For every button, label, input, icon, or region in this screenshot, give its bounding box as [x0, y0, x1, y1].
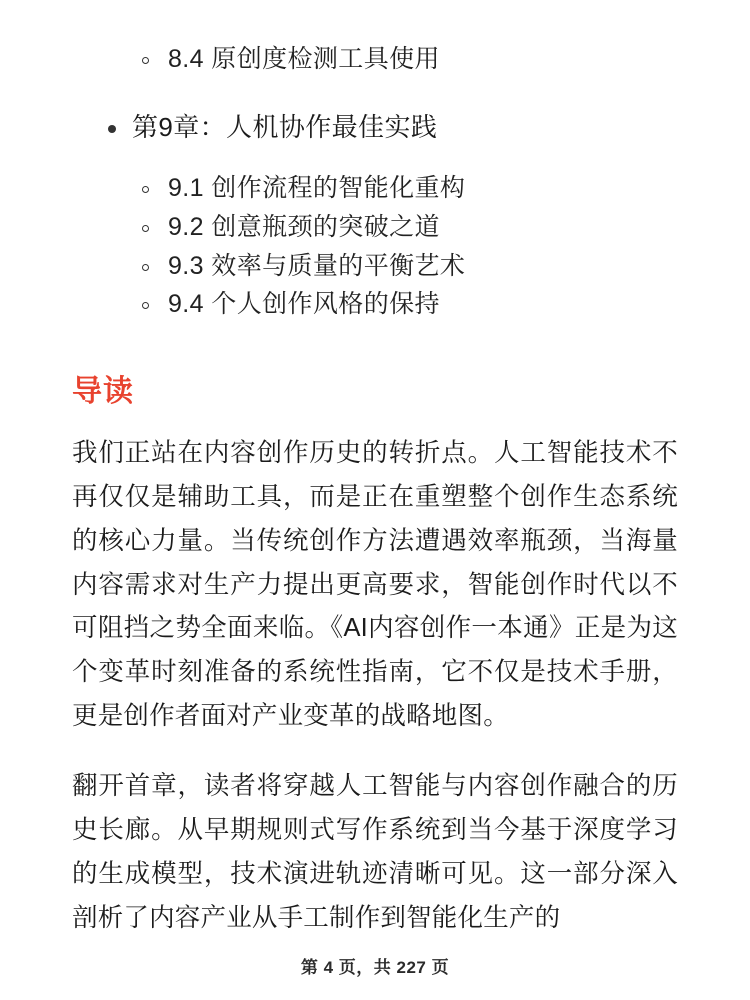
section-heading: 导读 — [72, 375, 134, 409]
list-item[interactable]: 9.3 效率与质量的平衡艺术 — [72, 247, 678, 286]
body-paragraph: 我们正站在内容创作历史的转折点。人工智能技术不再仅仅是辅助工具，而是正在重塑整个创作生态系统的核心力量。当传统创作方法遭遇效率瓶颈，当海量内容需求对生产力提出更高要求，智能创作时代以不可阻挡之势全面来临。《AI内容创作一本通》正是为这个变革时刻准备的系统性指南，它不仅是技术手册，更是创作者面对产业变革的战略地图。 — [72, 439, 678, 731]
list-item[interactable]: 9.4 个人创作风格的保持 — [72, 285, 678, 324]
list-item[interactable]: 9.1 创作流程的智能化重构 — [72, 169, 678, 208]
table-of-contents — [72, 40, 678, 324]
page-footer: 第 4 页，共 227 页 — [300, 958, 450, 977]
list-item[interactable]: 第9章：人机协作最佳实践 — [72, 107, 678, 147]
list-item[interactable]: 9.2 创意瓶颈的突破之道 — [72, 208, 678, 247]
body-paragraph: 翻开首章，读者将穿越人工智能与内容创作融合的历史长廊。从早期规则式写作系统到当今基于深度学习的生成模型，技术演进轨迹清晰可见。这一部分深入剖析了内容产业从手工制作到智能化生产的 — [72, 772, 678, 932]
list-item[interactable]: 8.4 原创度检测工具使用 — [72, 40, 678, 79]
